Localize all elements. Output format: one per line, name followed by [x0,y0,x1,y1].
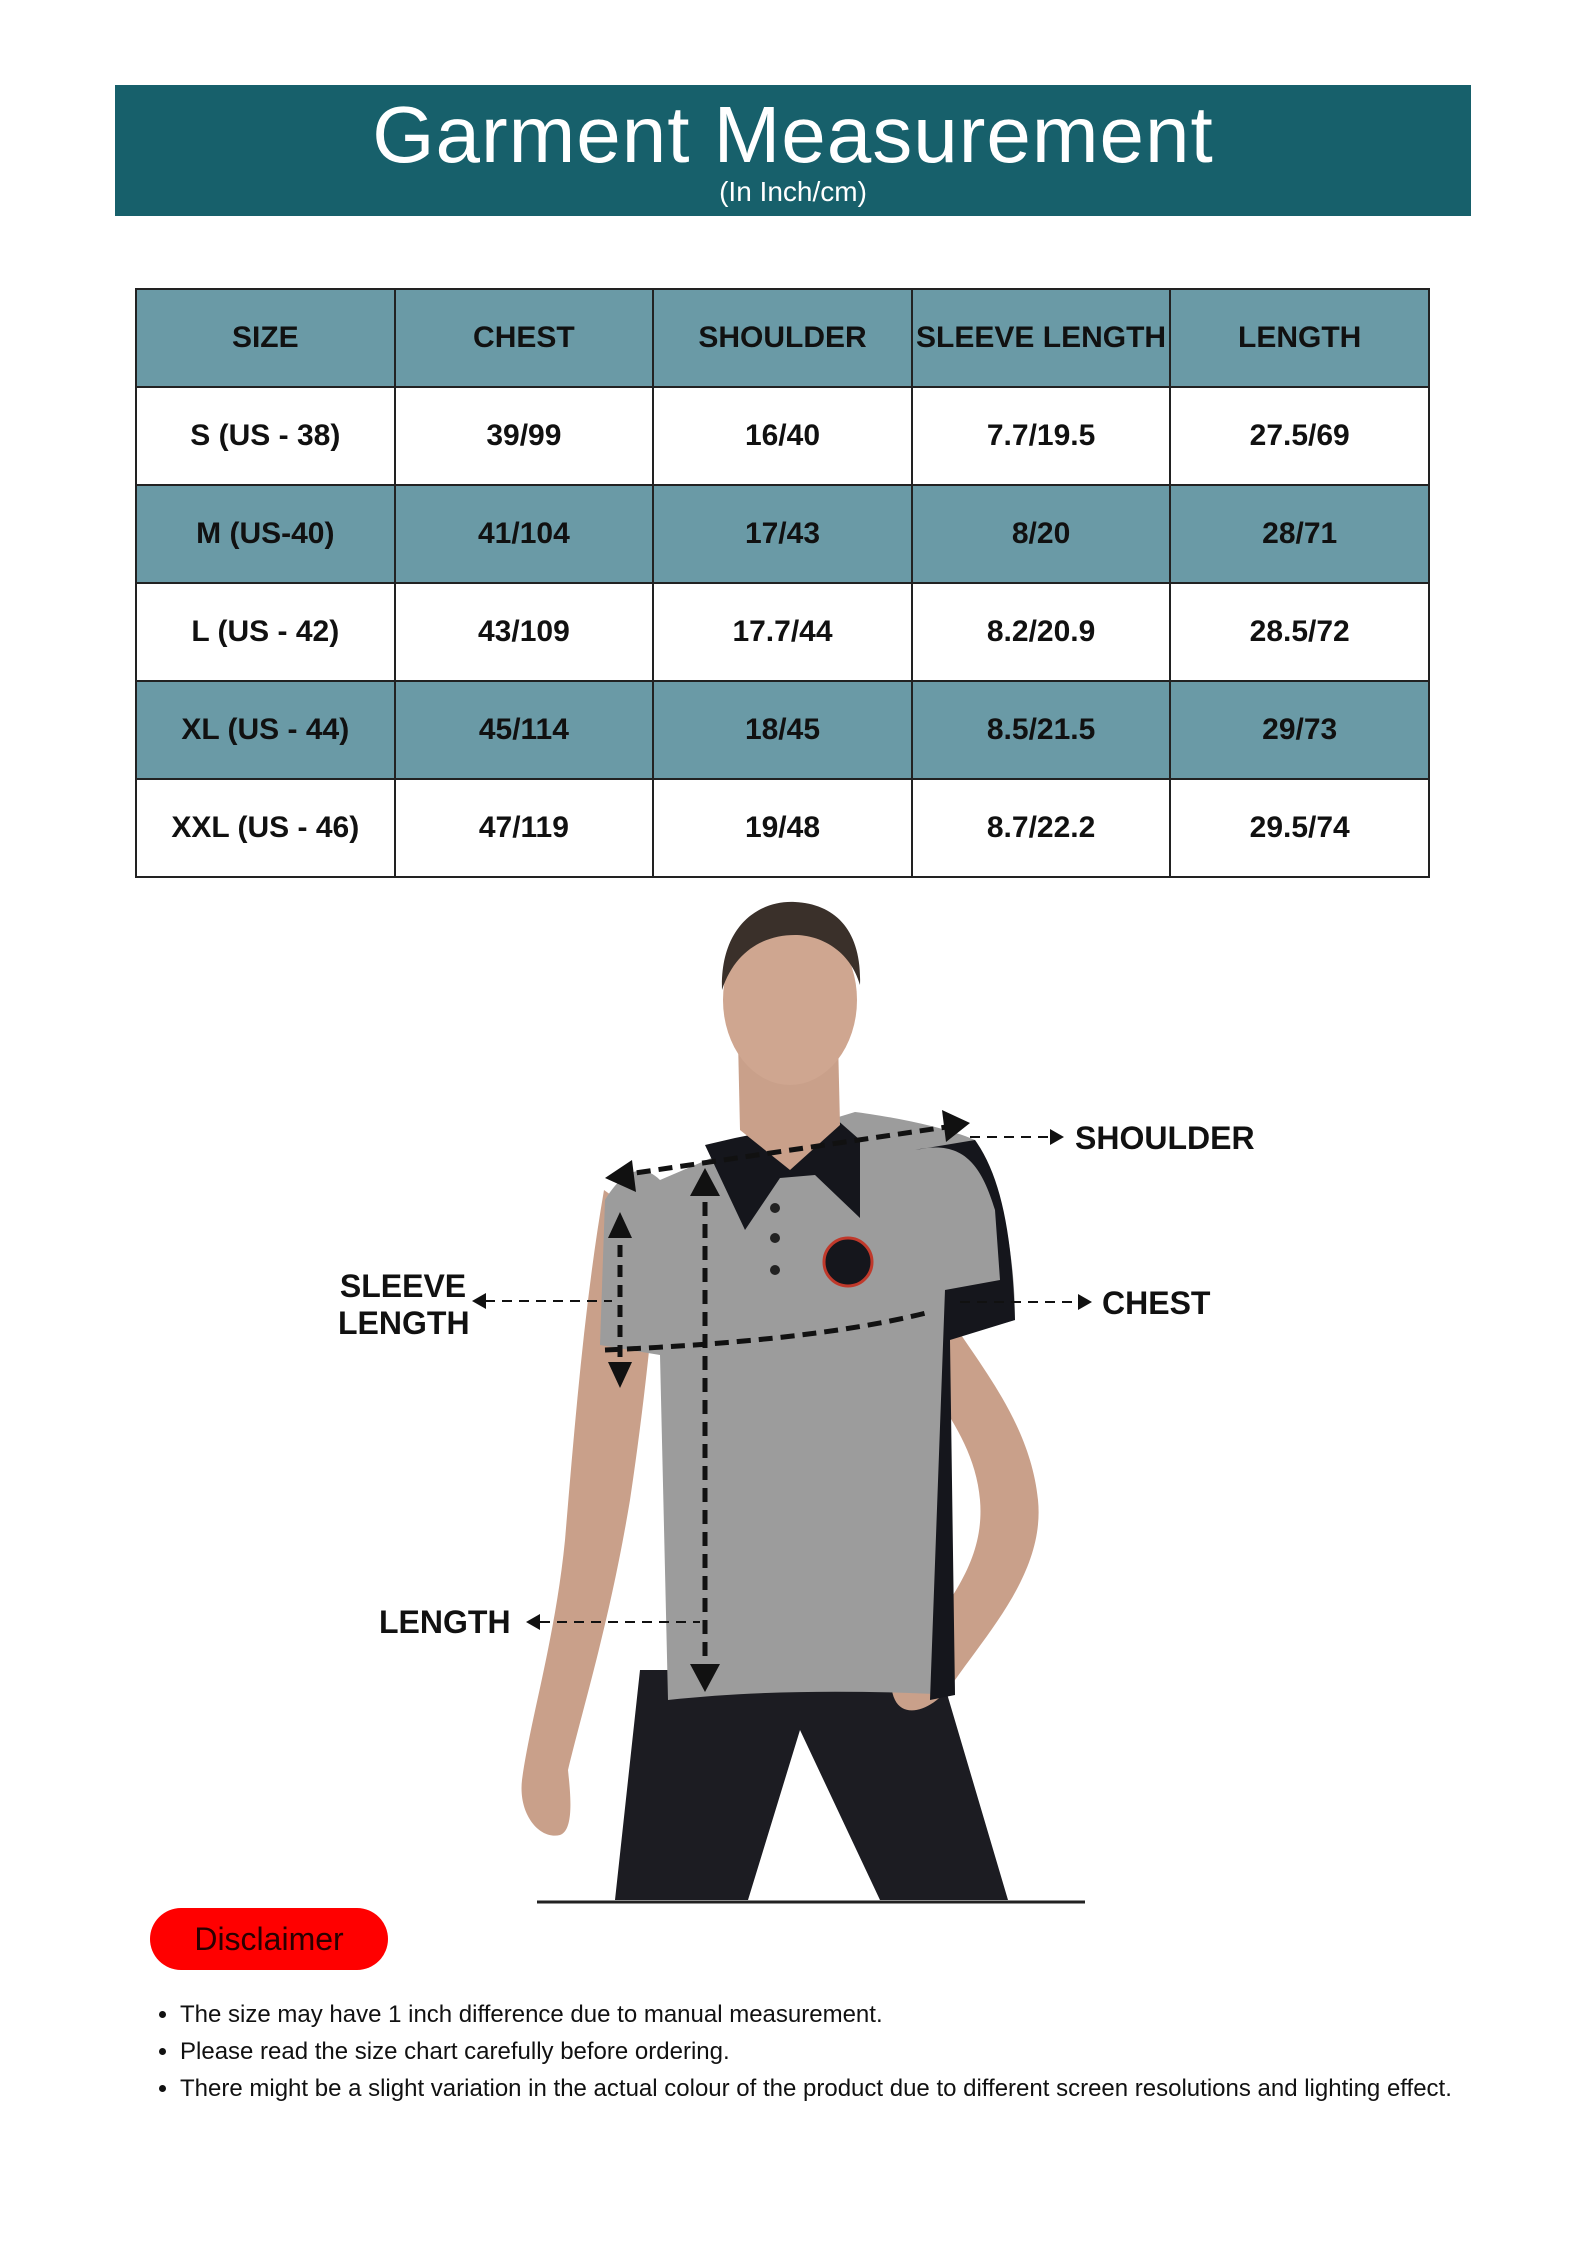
cell-shoulder: 17/43 [653,485,912,583]
table-row [136,387,1429,485]
cell-shoulder: 17.7/44 [653,583,912,681]
disclaimer-badge: Disclaimer [150,1908,388,1970]
cell-size: L (US - 42) [136,583,395,681]
cell-size: S (US - 38) [136,387,395,485]
header-shoulder: SHOULDER [653,289,912,387]
cell-sleeve-length: 8.2/20.9 [912,583,1171,681]
table-header-row [136,289,1429,387]
header-size: SIZE [136,289,395,387]
disclaimer-list [150,2002,1510,2113]
cell-chest: 45/114 [395,681,654,779]
list-item: • There might be a slight variation in the actual colour of the product due to different screen resolutions and lighting effect. [180,2076,1510,2102]
cell-chest: 39/99 [395,387,654,485]
cell-sleeve-length: 8.5/21.5 [912,681,1171,779]
table-row [136,485,1429,583]
table-row [136,583,1429,681]
list-item: • Please read the size chart carefully before ordering. [180,2039,1510,2065]
cell-sleeve-length: 7.7/19.5 [912,387,1171,485]
cell-size: XL (US - 44) [136,681,395,779]
header-length: LENGTH [1170,289,1429,387]
cell-sleeve-length: 8/20 [912,485,1171,583]
cell-shoulder: 16/40 [653,387,912,485]
cell-length: 29.5/74 [1170,779,1429,877]
header-sleeve-length: SLEEVE LENGTH [912,289,1171,387]
label-length: LENGTH [379,1604,511,1640]
table-row [136,681,1429,779]
cell-size: XXL (US - 46) [136,779,395,877]
cell-length: 28/71 [1170,485,1429,583]
cell-chest: 41/104 [395,485,654,583]
size-chart-table [135,288,1430,878]
cell-chest: 47/119 [395,779,654,877]
label-chest: CHEST [1102,1285,1211,1321]
page-subtitle: (In Inch/cm) [719,176,867,207]
cell-chest: 43/109 [395,583,654,681]
cell-shoulder: 18/45 [653,681,912,779]
header-chest: CHEST [395,289,654,387]
list-item: • The size may have 1 inch difference due to manual measurement. [180,2002,1510,2028]
cell-sleeve-length: 8.7/22.2 [912,779,1171,877]
label-sleeve-length [338,1268,468,1342]
label-sleeve-line1: SLEEVE [339,1268,467,1304]
page-title: Garment Measurement [372,90,1214,179]
cell-length: 29/73 [1170,681,1429,779]
label-sleeve-line2: LENGTH [338,1304,470,1341]
label-shoulder: SHOULDER [1075,1120,1255,1156]
header-banner [115,85,1471,216]
cell-length: 28.5/72 [1170,583,1429,681]
table-row [136,779,1429,877]
cell-size: M (US-40) [136,485,395,583]
cell-shoulder: 19/48 [653,779,912,877]
cell-length: 27.5/69 [1170,387,1429,485]
